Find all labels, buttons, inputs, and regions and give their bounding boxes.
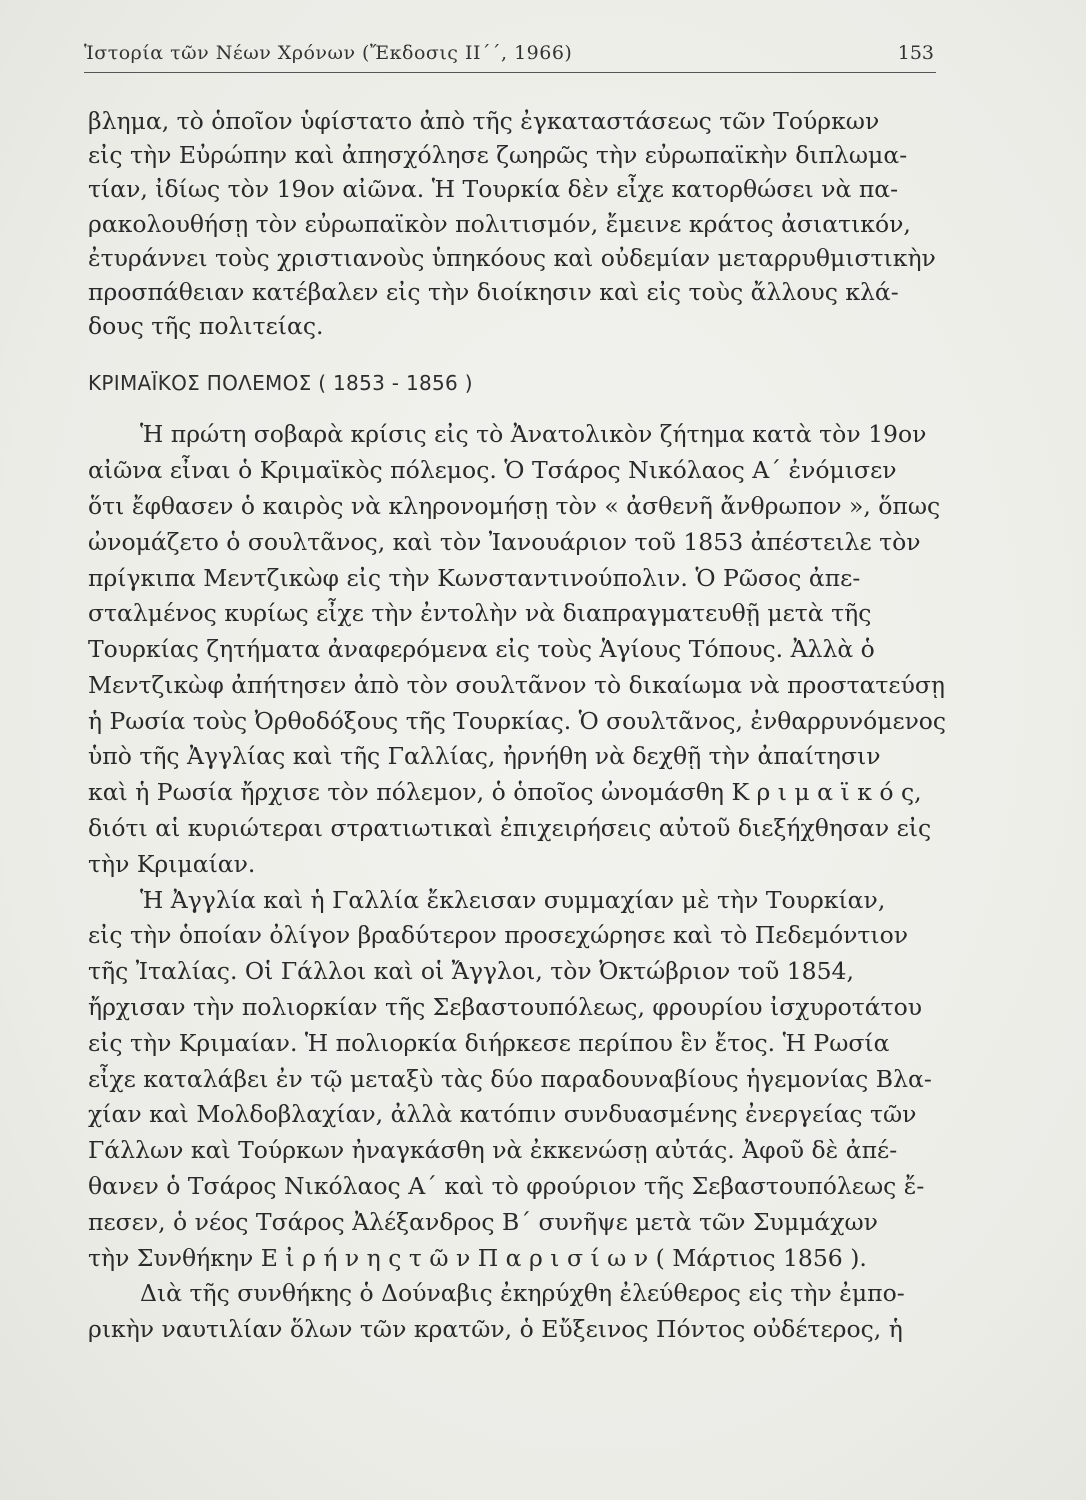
page-body — [88, 104, 946, 1348]
text-line: Γάλλων καὶ Τούρκων ἠναγκάσθη νὰ ἐκκενώσῃ αὐτάς. Ἀφοῦ δὲ ἀπέ- — [88, 1136, 898, 1165]
text-line: προσπάθειαν κατέβαλεν εἰς τὴν διοίκησιν καὶ εἰς τοὺς ἄλλους κλά- — [88, 277, 899, 306]
text-line: βλημα, τὸ ὁποῖον ὑφίστατο ἀπὸ τῆς ἐγκαταστάσεως τῶν Τούρκων — [88, 107, 880, 135]
text-line: ὠνομάζετο ὁ σουλτᾶνος, καὶ τὸν Ἰανουάριον τοῦ 1853 ἀπέστειλε τὸν — [88, 527, 921, 556]
text-line: τὴν Συνθήκην Ε ἰ ρ ή ν η ς τ ῶ ν Π α ρ ι σ ί ω ν ( Μάρτιος 1856 ). — [88, 1243, 867, 1272]
text-line: τῆς Ἰταλίας. Οἱ Γάλλοι καὶ οἱ Ἄγγλοι, τὸν Ὀκτώβριον τοῦ 1854, — [88, 957, 854, 986]
text-line: πρίγκιπα Μεντζικὼφ εἰς τὴν Κωνσταντινούπολιν. Ὁ Ρῶσος ἀπε- — [88, 563, 861, 592]
paragraph-turkey — [88, 104, 946, 343]
text-line: ὅτι ἔφθασεν ὁ καιρὸς νὰ κληρονομήσῃ τὸν « ἀσθενῆ ἄνθρωπον », ὅπως — [88, 491, 941, 520]
text-line: θανεν ὁ Τσάρος Νικόλαος Α΄ καὶ τὸ φρούριον τῆς Σεβαστουπόλεως ἔ- — [88, 1172, 925, 1201]
text-line: Τουρκίας ζητήματα ἀναφερόμενα εἰς τοὺς Ἁγίους Τόπους. Ἀλλὰ ὁ — [88, 635, 875, 664]
text-line: δους τῆς πολιτείας. — [88, 312, 324, 341]
text-line: ρικὴν ναυτιλίαν ὅλων τῶν κρατῶν, ὁ Εὔξεινος Πόντος οὐδέτερος, ἡ — [88, 1315, 903, 1344]
text-line: Ἡ πρώτη σοβαρὰ κρίσις εἰς τὸ Ἀνατολικὸν ζήτημα κατὰ τὸν 19ον — [140, 420, 927, 449]
text-line: εἰς τὴν Κριμαίαν. Ἡ πολιορκία διήρκεσε περίπου ἓν ἔτος. Ἡ Ρωσία — [88, 1028, 890, 1057]
running-title: Ἱστορία τῶν Νέων Χρόνων (Ἔκδοσις ΙΙ΄΄, 1966) — [84, 42, 573, 64]
text-line: ἡ Ρωσία τοὺς Ὀρθοδόξους τῆς Τουρκίας. Ὁ σουλτᾶνος, ἐνθαρρυνόμενος — [88, 706, 947, 735]
text-line: εἰς τὴν ὁποίαν ὀλίγον βραδύτερον προσεχώρησε καὶ τὸ Πεδεμόντιον — [88, 921, 909, 950]
text-line: Διὰ τῆς συνθήκης ὁ Δούναβις ἐκηρύχθη ἐλεύθερος εἰς τὴν ἐμπο- — [140, 1279, 905, 1308]
text-line: ὑπὸ τῆς Ἀγγλίας καὶ τῆς Γαλλίας, ἠρνήθη νὰ δεχθῇ τὴν ἀπαίτησιν — [88, 742, 881, 771]
text-line: Μεντζικὼφ ἀπήτησεν ἀπὸ τὸν σουλτᾶνον τὸ δικαίωμα νὰ προστατεύσῃ — [88, 670, 946, 699]
text-line: σταλμένος κυρίως εἶχε τὴν ἐντολὴν νὰ διαπραγματευθῇ μετὰ τῆς — [88, 599, 872, 628]
text-line: πεσεν, ὁ νέος Τσάρος Ἀλέξανδρος Β΄ συνῆψε μετὰ τῶν Συμμάχων — [88, 1207, 878, 1236]
text-line: Ἡ Ἀγγλία καὶ ἡ Γαλλία ἔκλεισαν συμμαχίαν μὲ τὴν Τουρκίαν, — [140, 885, 886, 914]
text-line: εἰς τὴν Εὐρώπην καὶ ἀπησχόλησε ζωηρῶς τὴν εὐρωπαϊκὴν διπλωμα- — [88, 141, 908, 170]
text-line: διότι αἱ κυριώτεραι στρατιωτικαὶ ἐπιχειρήσεις αὐτοῦ διεξήχθησαν εἰς — [88, 814, 932, 843]
text-line: ἐτυράννει τοὺς χριστιανοὺς ὑπηκόους καὶ οὐδεμίαν μεταρρυθμιστικὴν — [88, 243, 936, 272]
text-line: τὴν Κριμαίαν. — [88, 849, 256, 878]
section-crimean-war — [88, 417, 946, 1348]
page-number: 153 — [897, 42, 934, 64]
section-heading: ΚΡΙΜΑΪΚΟΣ ΠΟΛΕΜΟΣ ( 1853 - 1856 ) — [88, 371, 473, 396]
text-line: αἰῶνα εἶναι ὁ Κριμαϊκὸς πόλεμος. Ὁ Τσάρος Νικόλαος Α΄ ἐνόμισεν — [88, 456, 897, 485]
page-header — [84, 38, 936, 73]
text-line: εἶχε καταλάβει ἐν τῷ μεταξὺ τὰς δύο παραδουναβίους ἡγεμονίας Βλα- — [88, 1064, 932, 1093]
text-line: χίαν καὶ Μολδοβλαχίαν, ἀλλὰ κατόπιν συνδυασμένης ἐνεργείας τῶν — [88, 1100, 917, 1129]
text-line: ἤρχισαν τὴν πολιορκίαν τῆς Σεβαστουπόλεως, φρουρίου ἰσχυροτάτου — [88, 993, 923, 1022]
text-line: ρακολουθήσῃ τὸν εὐρωπαϊκὸν πολιτισμόν, ἔμεινε κράτος ἀσιατικόν, — [88, 209, 911, 238]
text-line: καὶ ἡ Ρωσία ἤρχισε τὸν πόλεμον, ὁ ὁποῖος ὠνομάσθη Κ ρ ι μ α ϊ κ ό ς, — [88, 778, 922, 807]
text-line: τίαν, ἰδίως τὸν 19ον αἰῶνα. Ἡ Τουρκία δὲν εἶχε κατορθώσει νὰ πα- — [88, 175, 899, 204]
